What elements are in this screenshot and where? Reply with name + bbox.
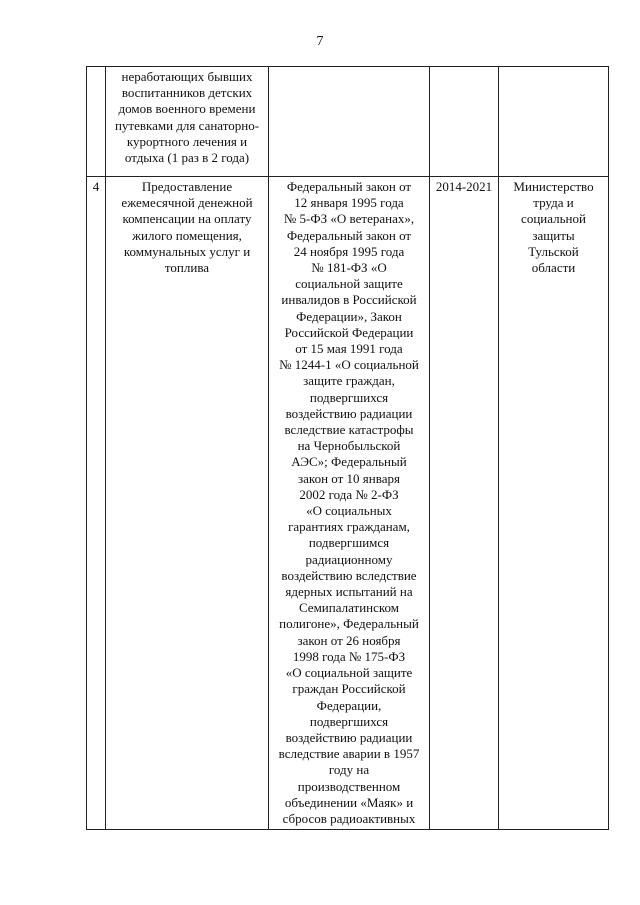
program-measures-table — [86, 66, 609, 830]
period-cell: 2014-2021 — [430, 177, 499, 830]
executor-cell — [499, 67, 609, 177]
legal-basis-cell — [269, 67, 430, 177]
page-number: 7 — [316, 34, 324, 49]
measure-name-cell: Предоставление ежемесячной денежной компенсации на оплату жилого помещения, коммунальных услуг и топлива — [106, 177, 269, 830]
row-number-cell: 4 — [87, 177, 106, 830]
row-number-cell — [87, 67, 106, 177]
executor-cell: Министерство труда и социальной защиты Тульской области — [499, 177, 609, 830]
measure-name-cell: неработающих бывших воспитанников детских домов военного времени путевками для санаторно- курортного лечения и отдыха (1 раз в 2 года) — [106, 67, 269, 177]
legal-basis-cell: Федеральный закон от 12 января 1995 года № 5-ФЗ «О ветеранах», Федеральный закон от 24 ноября 1995 года № 181-ФЗ «О социальной защите инвалидов в Российской Федерации», Закон Российской Федерации от 15 мая 1991 года № 1244-1 «О социальной защите граждан, подвергшихся воздействию радиации вследствие катастрофы на Чернобыльской АЭС»; Федеральный закон от 10 января 2002 года № 2-ФЗ «О социальных гарантиях гражданам, подвергшимся радиационному воздействию вследствие ядерных испытаний на Семипалатинском полигоне», Федеральный закон от 26 ноября 1998 года № 175-ФЗ «О социальной защите граждан Российской Федерации, подвергшихся воздействию радиации вследствие аварии в 1957 году на производственном объединении «Маяк» и сбросов радиоактивных — [269, 177, 430, 830]
table-row — [87, 67, 609, 177]
period-cell — [430, 67, 499, 177]
table-row — [87, 177, 609, 830]
